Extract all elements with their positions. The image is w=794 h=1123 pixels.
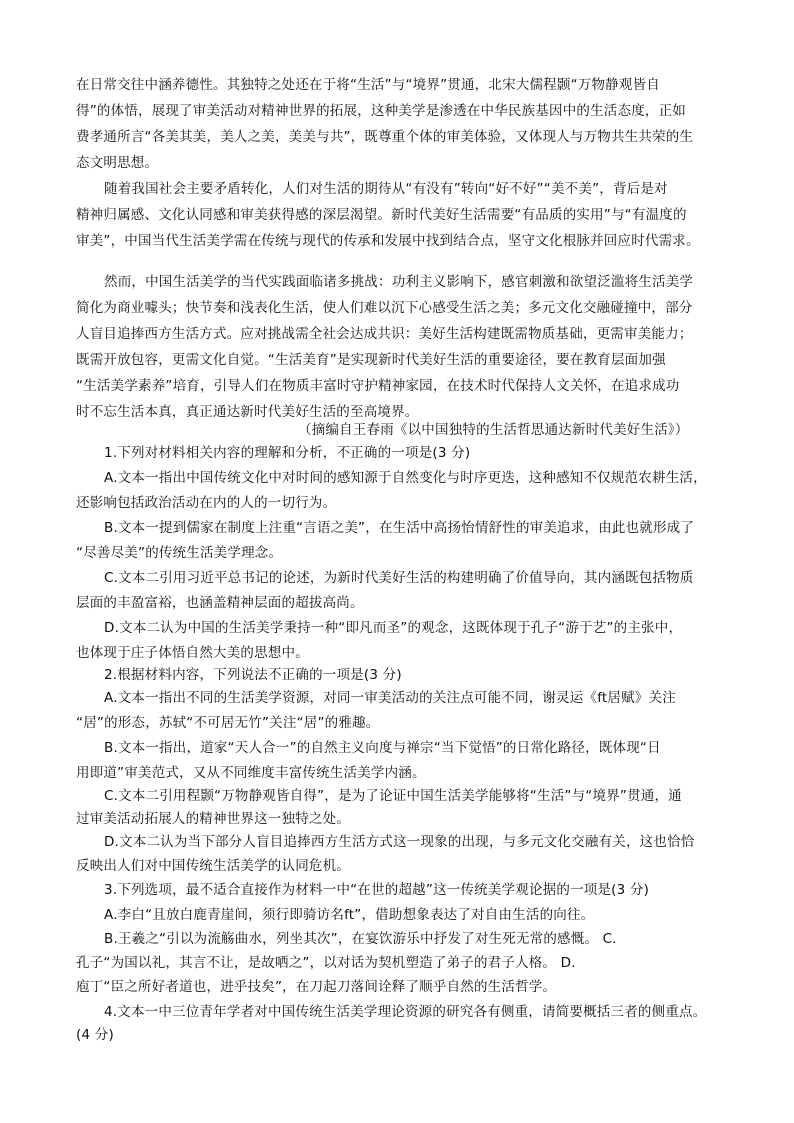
- passage-line: 审美”，中国当代生活美学需在传统与现代的传承和发展中找到结合点，坚守文化根脉并回应时代需求。: [76, 233, 700, 249]
- option-line: 层面的丰盈富裕，也涵盖精神层面的超拔高尚。: [76, 595, 364, 611]
- question-stem: 4.文本一中三位青年学者对中国传统生活美学理论资源的研究各有侧重，请简要概括三者的侧重点。: [104, 1004, 707, 1020]
- option-line: 孔子“为国以礼，其言不让，是故哂之”，以对话为契机塑造了弟子的君子人格。 D.: [76, 955, 576, 971]
- option-line: 反映出人们对中国传统生活美学的认同危机。: [76, 858, 350, 874]
- question-stem: 1.下列对材料相关内容的理解和分析，不正确的一项是(3 分): [104, 445, 471, 461]
- option-line: 用即道”审美范式，又从不同维度丰富传统生活美学内涵。: [76, 765, 426, 781]
- passage-line: 然而，中国生活美学的当代实践面临诸多挑战：功利主义影响下，感官刺激和欲望泛滥将生活美学: [104, 274, 694, 290]
- option-line: B.王羲之“引以为流觞曲水，列坐其次”，在宴饮游乐中抒发了对生死无常的感慨。 C.: [104, 931, 617, 947]
- passage-line: 时不忘生活本真，真正通达新时代美好生活的至高境界。: [76, 404, 419, 420]
- option-line: B.文本一提到儒家在制度上注重“言语之美”，在生活中高扬怡情舒性的审美追求，由此也就形成了: [104, 520, 695, 536]
- passage-line: 在日常交往中涵养德性。其独特之处还在于将“生活”与“境界”贯通，北宋大儒程颢“万物静观皆自: [76, 77, 660, 93]
- option-line: “尽善尽美”的传统生活美学理念。: [76, 545, 283, 561]
- question-stem: 3.下列选项，最不适合直接作为材料一中“在世的超越”这一传统美学观论据的一项是(3 分): [104, 882, 650, 898]
- passage-line: “生活美学素养”培育，引导人们在物质丰富时守护精神家园，在技术时代保持人文关怀，在追求成功: [76, 378, 680, 394]
- option-line: D.文本二认为当下部分人盲目追捧西方生活方式这一现象的出现，与多元文化交融有关，这也恰恰: [104, 834, 695, 850]
- passage-line: 简化为商业噱头；快节奏和浅表化生活，使人们难以沉下心感受生活之美；多元文化交融碰撞中，部分: [76, 300, 693, 316]
- passage-line: 人盲目追捧西方生活方式。应对挑战需全社会达成共识：美好生活构建既需物质基础，更需审美能力；: [76, 326, 693, 342]
- option-line: C.文本二引用习近平总书记的论述，为新时代美好生活的构建明确了价值导向，其内涵既包括物质: [104, 570, 694, 586]
- source-citation: （摘编自王春雨《以中国独特的生活哲思通达新时代美好生活》）: [298, 422, 689, 438]
- passage-line: 态文明思想。: [76, 155, 159, 171]
- option-line: B.文本一指出，道家“天人合一”的自然主义向度与禅宗“当下觉悟”的日常化路径，既体现“日: [104, 740, 661, 756]
- passage-line: 费孝通所言“各美其美，美人之美，美美与共”，既尊重个体的审美体验，又体现人与万物共生共荣的生: [76, 129, 694, 145]
- option-line: D.文本二认为中国的生活美学秉持一种“即凡而圣”的观念，这既体现于孔子“游于艺”的主张中，: [104, 620, 683, 636]
- option-line: 也体现于庄子体悟自然大美的思想中。: [76, 645, 309, 661]
- option-line: 过审美活动拓展人的精神世界这一独特之处。: [76, 811, 350, 827]
- option-line: C.文本二引用程颢“万物静观皆自得”，是为了论证中国生活美学能够将“生活”与“境界”贯通，通: [104, 788, 682, 804]
- question-stem: 2.根据材料内容，下列说法不正确的一项是(3 分): [104, 667, 402, 683]
- option-line: A.李白“且放白鹿青崖间，须行即骑访名ft”，借助想象表达了对自由生活的向往。: [104, 907, 595, 923]
- option-line: 庖丁“臣之所好者道也，进乎技矣”，在刀起刀落间诠释了顺乎自然的生活哲学。: [76, 979, 557, 995]
- option-line: “居”的形态，苏轼“不可居无竹”关注“居”的雅趣。: [76, 715, 380, 731]
- passage-line: 得”的体悟，展现了审美活动对精神世界的拓展，这种美学是渗透在中华民族基因中的生活态度，正如: [76, 103, 686, 119]
- option-line: 还影响包括政治活动在内的人的一切行为。: [76, 495, 337, 511]
- option-line: A.文本一指出不同的生活美学资源，对同一审美活动的关注点可能不同，谢灵运《ft居赋》关注: [104, 690, 676, 706]
- passage-line: 精神归属感、文化认同感和审美获得感的深层渴望。新时代美好生活需要“有品质的实用”与“有温度的: [76, 207, 687, 223]
- passage-line: 随着我国社会主要矛盾转化，人们对生活的期待从“有没有”转向“好不好”“美不美”，背后是对: [104, 181, 668, 197]
- question-stem: (4 分): [76, 1027, 114, 1043]
- option-line: A.文本一指出中国传统文化中对时间的感知源于自然变化与时序更迭，这种感知不仅规范农耕生活，: [104, 470, 707, 486]
- passage-line: 既需开放包容，更需文化自觉。“生活美育”是实现新时代美好生活的重要途径，要在教育层面加强: [76, 352, 666, 368]
